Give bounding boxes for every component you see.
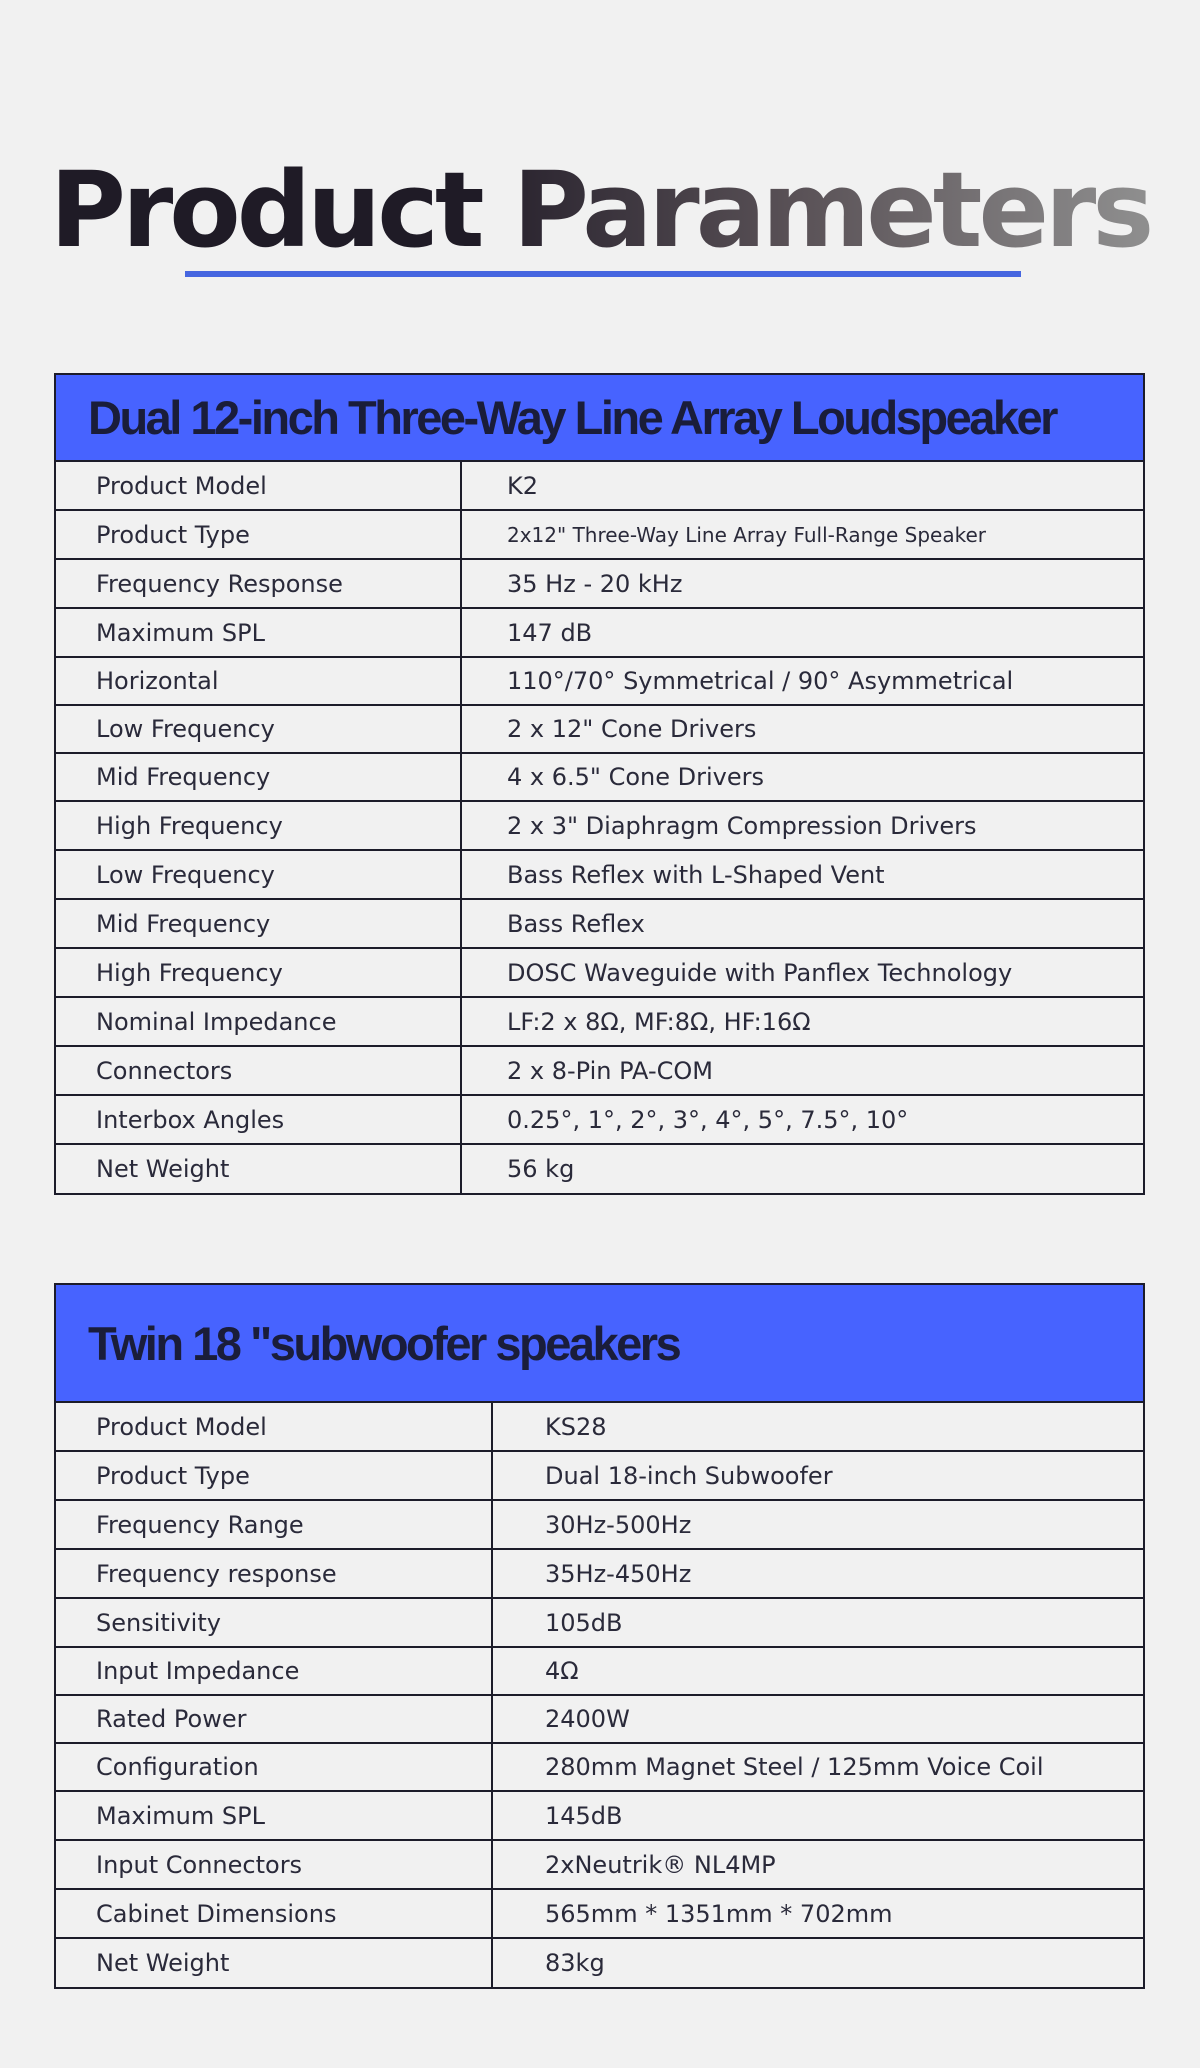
table-row xyxy=(56,900,1143,949)
row-label: Input Connectors xyxy=(56,1841,493,1888)
table-row xyxy=(56,560,1143,609)
table-row xyxy=(56,1096,1143,1145)
table-row xyxy=(56,1403,1143,1452)
row-value: 105dB xyxy=(545,1608,623,1637)
row-label: High Frequency xyxy=(56,949,462,996)
row-value: 2 x 12" Cone Drivers xyxy=(507,715,757,743)
table-row xyxy=(56,1550,1143,1599)
row-label: Interbox Angles xyxy=(56,1096,462,1143)
table-row xyxy=(56,754,1143,802)
row-label: Connectors xyxy=(56,1047,462,1094)
title-underline xyxy=(185,271,1021,277)
row-value: Bass Reflex xyxy=(507,909,645,938)
table-header xyxy=(56,375,1143,462)
page-title xyxy=(0,140,1200,280)
line-array-spec-table xyxy=(54,373,1145,1195)
table-row xyxy=(56,1890,1143,1939)
row-value: KS28 xyxy=(545,1412,607,1441)
table-title: Dual 12-inch Three-Way Line Array Loudspeaker xyxy=(88,391,1056,444)
row-label: Horizontal xyxy=(56,658,462,704)
row-label: Sensitivity xyxy=(56,1599,493,1646)
row-value: 35 Hz - 20 kHz xyxy=(507,569,683,598)
table-row xyxy=(56,511,1143,560)
table-row xyxy=(56,802,1143,851)
row-label: Product Model xyxy=(56,462,462,509)
table-row xyxy=(56,851,1143,900)
table-row xyxy=(56,949,1143,998)
table-row xyxy=(56,1841,1143,1890)
row-value: 4 x 6.5" Cone Drivers xyxy=(507,763,764,791)
row-value: 2 x 8-Pin PA-COM xyxy=(507,1056,713,1085)
row-value: K2 xyxy=(507,471,539,500)
row-label: Product Model xyxy=(56,1403,493,1450)
row-label: Mid Frequency xyxy=(56,900,462,947)
table-row xyxy=(56,1696,1143,1744)
table-title: Twin 18 "subwoofer speakers xyxy=(88,1316,680,1370)
table-row xyxy=(56,706,1143,754)
row-value: 2 x 3" Diaphragm Compression Drivers xyxy=(507,811,977,840)
row-value: 147 dB xyxy=(507,618,593,647)
table-row xyxy=(56,658,1143,706)
row-value: 2x12" Three-Way Line Array Full-Range Speaker xyxy=(507,522,986,547)
row-value: 2xNeutrik® NL4MP xyxy=(545,1850,776,1879)
table-row xyxy=(56,998,1143,1047)
row-label: High Frequency xyxy=(56,802,462,849)
table-row xyxy=(56,1452,1143,1501)
row-value: 280mm Magnet Steel / 125mm Voice Coil xyxy=(545,1753,1044,1781)
table-row xyxy=(56,609,1143,658)
row-label: Mid Frequency xyxy=(56,754,462,800)
row-label: Product Type xyxy=(56,511,462,558)
row-label: Rated Power xyxy=(56,1696,493,1742)
row-value: Dual 18-inch Subwoofer xyxy=(545,1461,833,1490)
table-row xyxy=(56,1648,1143,1696)
row-label: Frequency response xyxy=(56,1550,493,1597)
row-value: Bass Reflex with L-Shaped Vent xyxy=(507,860,885,889)
row-label: Net Weight xyxy=(56,1939,493,1987)
row-value: DOSC Waveguide with Panflex Technology xyxy=(507,958,1013,987)
row-label: Input Impedance xyxy=(56,1648,493,1694)
row-value: 30Hz-500Hz xyxy=(545,1510,692,1539)
row-label: Maximum SPL xyxy=(56,609,462,656)
row-label: Cabinet Dimensions xyxy=(56,1890,493,1937)
row-value: 2400W xyxy=(545,1705,630,1733)
row-value: 110°/70° Symmetrical / 90° Asymmetrical xyxy=(507,667,1014,695)
row-value: 56 kg xyxy=(507,1155,575,1183)
page-title-word-1: Product xyxy=(49,149,481,271)
row-label: Low Frequency xyxy=(56,706,462,752)
table-row xyxy=(56,1145,1143,1193)
row-value: 0.25°, 1°, 2°, 3°, 4°, 5°, 7.5°, 10° xyxy=(507,1105,909,1134)
row-label: Product Type xyxy=(56,1452,493,1499)
table-row xyxy=(56,1599,1143,1648)
page-title-word-2: Parameters xyxy=(512,149,1151,271)
table-row xyxy=(56,1744,1143,1792)
table-row xyxy=(56,1792,1143,1841)
row-value: 145dB xyxy=(545,1801,623,1830)
row-label: Net Weight xyxy=(56,1145,462,1193)
row-value: 4Ω xyxy=(545,1657,579,1685)
row-label: Low Frequency xyxy=(56,851,462,898)
table-row xyxy=(56,1501,1143,1550)
subwoofer-spec-table xyxy=(54,1283,1145,1989)
row-value: 565mm * 1351mm * 702mm xyxy=(545,1899,893,1928)
row-label: Frequency Response xyxy=(56,560,462,607)
row-value: 83kg xyxy=(545,1949,605,1977)
row-label: Maximum SPL xyxy=(56,1792,493,1839)
row-label: Configuration xyxy=(56,1744,493,1790)
row-value: 35Hz-450Hz xyxy=(545,1559,692,1588)
table-row xyxy=(56,1047,1143,1096)
row-label: Nominal Impedance xyxy=(56,998,462,1045)
row-label: Frequency Range xyxy=(56,1501,493,1548)
row-value: LF:2 x 8Ω, MF:8Ω, HF:16Ω xyxy=(507,1007,811,1036)
table-header xyxy=(56,1285,1143,1403)
table-row xyxy=(56,462,1143,511)
table-row xyxy=(56,1939,1143,1987)
